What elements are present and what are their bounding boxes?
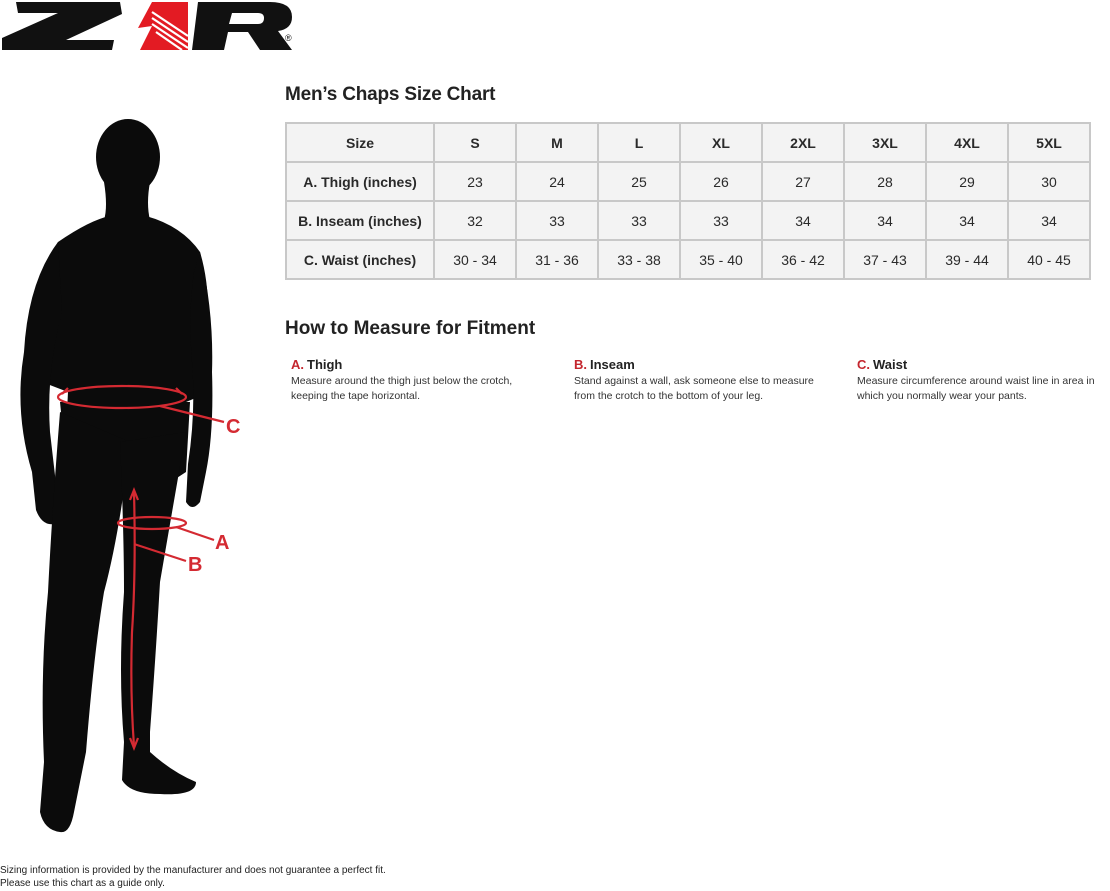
measure-desc: Stand against a wall, ask someone else to measure from the crotch to the bottom of your leg. [574,375,814,402]
table-cell: 27 [762,162,844,201]
measure-name: Thigh [307,357,343,372]
disclaimer: Sizing information is provided by the manufacturer and does not guarantee a perfect fit. Please use this chart as a guide only. [0,865,386,889]
table-cell: 32 [434,201,516,240]
row-label: A. Thigh (inches) [286,162,434,201]
table-cell: 31 - 36 [516,240,598,279]
table-cell: 26 [680,162,762,201]
size-header: Size [286,123,434,162]
measure-item-waist [857,357,1107,404]
table-cell: 33 - 38 [598,240,680,279]
table-cell: 33 [598,201,680,240]
size-col-header: S [434,123,516,162]
table-cell: 33 [680,201,762,240]
measure-letter: B. [574,357,587,372]
table-cell: 28 [844,162,926,201]
label-c: C [226,416,241,438]
table-cell: 35 - 40 [680,240,762,279]
size-chart-table [285,122,1091,280]
table-cell: 37 - 43 [844,240,926,279]
measure-item-inseam [574,357,824,404]
table-cell: 30 [1008,162,1090,201]
size-col-header: 3XL [844,123,926,162]
size-col-header: 2XL [762,123,844,162]
table-cell: 34 [926,201,1008,240]
measure-title: How to Measure for Fitment [285,318,536,339]
table-row [286,162,1090,201]
measure-item-thigh [291,357,541,404]
table-row [286,201,1090,240]
table-cell: 23 [434,162,516,201]
measure-letter: A. [291,357,304,372]
table-cell: 25 [598,162,680,201]
registered-mark: ® [285,33,292,43]
size-col-header: M [516,123,598,162]
table-header-row [286,123,1090,162]
label-a: A [215,532,230,554]
measure-desc: Measure circumference around waist line in area in which you normally wear your pants. [857,375,1095,402]
table-cell: 34 [1008,201,1090,240]
table-cell: 24 [516,162,598,201]
z1r-logo [2,0,298,52]
size-chart-title: Men’s Chaps Size Chart [285,84,496,105]
size-col-header: 4XL [926,123,1008,162]
measure-letter: C. [857,357,870,372]
label-b: B [188,554,203,576]
table-cell: 33 [516,201,598,240]
row-label: B. Inseam (inches) [286,201,434,240]
table-cell: 40 - 45 [1008,240,1090,279]
size-col-header: 5XL [1008,123,1090,162]
measure-name: Waist [873,357,908,372]
table-cell: 29 [926,162,1008,201]
table-cell: 39 - 44 [926,240,1008,279]
table-cell: 34 [844,201,926,240]
row-label: C. Waist (inches) [286,240,434,279]
table-cell: 30 - 34 [434,240,516,279]
measure-name: Inseam [590,357,635,372]
body-silhouette [0,112,250,842]
table-cell: 34 [762,201,844,240]
size-col-header: XL [680,123,762,162]
size-col-header: L [598,123,680,162]
table-cell: 36 - 42 [762,240,844,279]
table-row [286,240,1090,279]
measure-desc: Measure around the thigh just below the crotch, keeping the tape horizontal. [291,375,513,402]
